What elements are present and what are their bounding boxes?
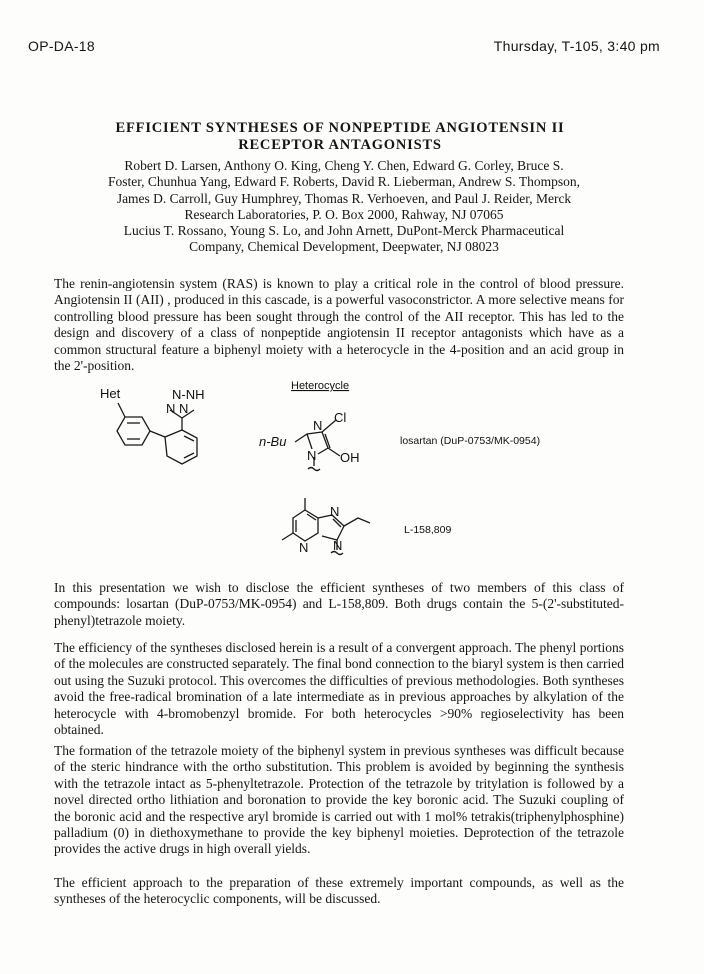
author-block [40, 158, 648, 256]
biaryl-bond [150, 431, 165, 437]
author-line: Robert D. Larsen, Anthony O. King, Cheng Y. Chen, Edward G. Corley, Bruce S. [124, 158, 564, 173]
phenyl-ring-1 [117, 417, 150, 445]
heterocycle-heading: Heterocycle [291, 380, 350, 392]
losartan-label: losartan (DuP-0753/MK-0954) [400, 435, 541, 447]
tetrazole-paragraph: The formation of the tetrazole moiety of the biphenyl system in previous syntheses was difficult because of the steric hindrance with the ortho substitution. This problem is avoided by beginning the synthesis with the tetrazole intact as 5-phenyltetrazole. Protection of the tetrazole by tritylation is followed by a novel directed ortho lithiation and boronation to provide the key boronic acid. The Suzuki coupling of the boronic acid and the respective aryl bromide is carried out with 1 mol% tetrakis(triphenylphosphine) palladium (0) in diethoxymethane to provide the key biphenyl moieties. Deprotection of the tetrazole provides the active drugs in high overall yields. [54, 743, 624, 857]
intro-paragraph: The renin-angiotensin system (RAS) is known to play a critical role in the control of blood pressure. Angiotensin II (AII) , produced in this cascade, is a powerful vasoconstrictor. A more selective means for controlling blood pressure has been sought through the control of the AII receptor. This has led to the design and discovery of a class of nonpeptide angiotensin II receptor antagonists which have as a common structural feature a biphenyl moiety with a heterocycle in the 4-position and an acid group in the 2'-position. [54, 276, 624, 374]
chloro-label: Cl [334, 410, 347, 425]
presentation-paragraph: In this presentation we wish to disclose the efficient syntheses of two members of this class of compounds: losartan (DuP-0753/MK-0954) and L-158,809. Both drugs contain the 5-(2'-substituted-phenyl)tetrazole moiety. [54, 580, 624, 628]
closing-paragraph: The efficient approach to the preparation of these extremely important compounds, as well as the syntheses of the heterocyclic components, will be discussed. [54, 875, 624, 907]
affiliation-line: Company, Chemical Development, Deepwater, NJ 08023 [189, 239, 499, 255]
hydroxyl-label: OH [340, 450, 360, 465]
het-label: Het [100, 386, 121, 401]
paper-title [40, 120, 640, 154]
session-info: Thursday, T-105, 3:40 pm [493, 38, 660, 54]
tetrazole-nn-label: N N [166, 401, 189, 416]
imidazopyridine-n-top: N [330, 504, 340, 519]
title-line-2: RECEPTOR ANTAGONISTS [238, 137, 442, 153]
document-code: OP-DA-18 [28, 38, 95, 54]
efficiency-paragraph: The efficiency of the syntheses disclosed herein is a result of a convergent approach. The phenyl portions of the molecules are constructed separately. The final bond connection to the biaryl system is then carried out using the Suzuki protocol. This overcomes the difficulties of previous methodologies. Both syntheses avoid the free-radical bromination of a late intermediate as in previous approaches by alkylation of the heterocycle with 4-bromobenzyl bromide. For both heterocycles >90% regioselectivity has been obtained. [54, 640, 624, 738]
imidazole-n-bottom: N [307, 448, 317, 463]
imidazole-n-top: N [313, 418, 323, 433]
author-line: Foster, Chunhua Yang, Edward F. Roberts, David R. Lieberman, Andrew S. Thompson, [107, 174, 581, 190]
pyridine-n: N [299, 540, 309, 555]
affiliation-line: Research Laboratories, P. O. Box 2000, Rahway, NJ 07065 [184, 206, 504, 222]
l158809-label: L-158,809 [404, 524, 452, 536]
imidazopyridine-n-bottom: N [333, 538, 343, 553]
title-line-1: EFFICIENT SYNTHESES OF NONPEPTIDE ANGIOTENSIN II [115, 120, 565, 136]
author-line: James D. Carroll, Guy Humphrey, Thomas R. Verhoeven, and Paul J. Reider, Merck [116, 190, 572, 206]
benzyl-bond [118, 403, 125, 417]
nbu-label: n-Bu [259, 434, 287, 449]
chemical-structures-svg [0, 370, 704, 580]
tetrazole-nnh-label: N-NH [172, 387, 205, 402]
structure-figure [0, 370, 704, 570]
author-line: Lucius T. Rossano, Young S. Lo, and John Arnett, DuPont-Merck Pharmaceutical [123, 223, 565, 239]
phenyl-ring-2 [165, 430, 197, 464]
